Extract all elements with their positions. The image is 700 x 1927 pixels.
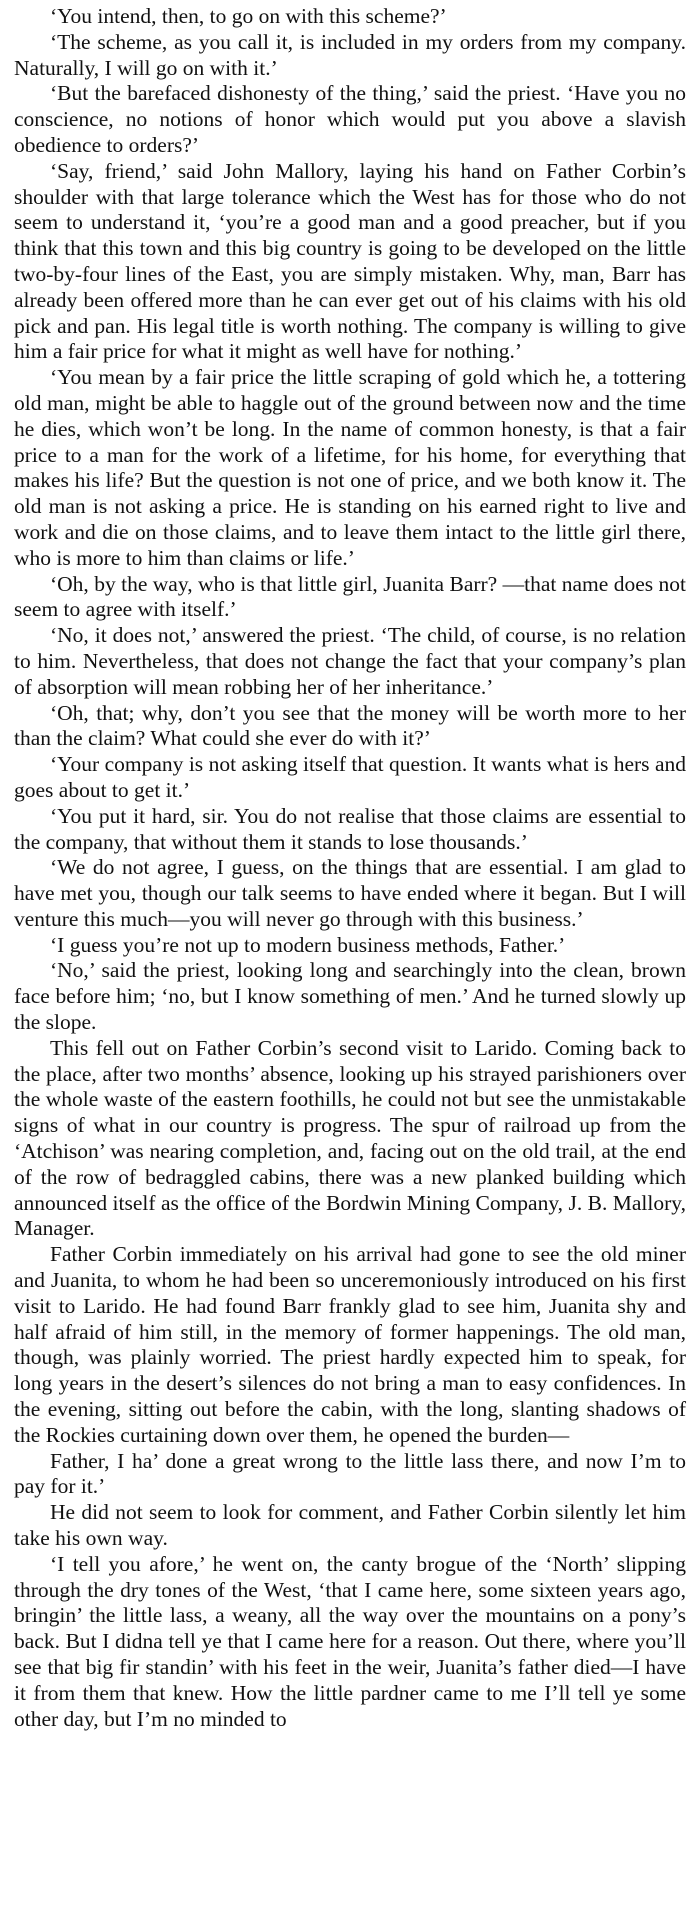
paragraph-13: ‘No,’ said the priest, looking long and searchingly into the clean, brown face before him; ‘no, but I know something of men.’ And he turned slowly up the slope.	[14, 958, 686, 1035]
paragraph-1: ‘You intend, then, to go on with this scheme?’	[50, 4, 447, 28]
paragraph-17: He did not seem to look for comment, and Father Corbin silently let him take his own way.	[14, 1500, 686, 1551]
paragraph-6: ‘Oh, by the way, who is that little girl, Juanita Barr? —that name does not seem to agree with itself.’	[14, 571, 686, 622]
paragraph-12: ‘I guess you’re not up to modern business methods, Father.’	[50, 932, 566, 957]
paragraph-18: ‘I tell you afore,’ he went on, the canty brogue of the ‘North’ slipping through the dry tones of the West, ‘that I came here, some sixteen years ago, bringin’ the little lass, a weany, all the way over the mountains on a pony’s back. But I didna tell ye that I came here for a reason. Out there, where you’ll see that big fir standin’ with his feet in the weir, Juanita’s father died—I have it from them that knew. How the little pardner came to me I’ll tell ye some other day, but I’m no minded to	[14, 1551, 686, 1731]
paragraph-4: ‘Say, friend,’ said John Mallory, laying his hand on Father Corbin’s shoulder with that large tolerance which the West has for those who do not seem to understand it, ‘you’re a good man and a good preacher, but if you think that this town and this big country is going to be developed on the little two-by-four lines of the East, you are simply mistaken. Why, man, Barr has already been offered more than he can ever get out of his claims with his old pick and pan. His legal title is worth nothing. The company is willing to give him a fair price for what it might as well have for nothing.’	[14, 158, 686, 364]
paragraph-2: ‘The scheme, as you call it, is included in my orders from my company. Naturally, I will go on with it.’	[14, 29, 686, 80]
paragraph-16: Father, I ha’ done a great wrong to the little lass there, and now I’m to pay for it.’	[14, 1448, 686, 1499]
paragraph-7: ‘No, it does not,’ answered the priest. ‘The child, of course, is no relation to him. Nevertheless, that does not change the fact that your company’s plan of absorption will mean robbing her of her inheritance.’	[14, 623, 686, 699]
paragraph-8: ‘Oh, that; why, don’t you see that the money will be worth more to her than the claim? What could she ever do with it?’	[14, 700, 686, 751]
paragraph-14: This fell out on Father Corbin’s second visit to Larido. Coming back to the place, after two months’ absence, looking up his strayed parishioners over the whole waste of the eastern foothills, he could not but see the unmistakable signs of what in our country is progress. The spur of railroad up from the ‘Atchison’ was nearing completion, and, facing out on the old trail, at the end of the row of bedraggled cabins, there was a new planked building which announced itself as the office of the Bordwin Mining Company, J. B. Mallory, Manager.	[14, 1035, 686, 1241]
paragraph-5: ‘You mean by a fair price the little scraping of gold which he, a tottering old man, might be able to haggle out of the ground between now and the time he dies, which won’t be long. In the name of common honesty, is that a fair price to a man for the work of a lifetime, for his home, for everything that makes his life? But the question is not one of price, and we both know it. The old man is not asking a price. He is standing on his earned right to live and work and die on those claims, and to leave them intact to the little girl there, who is more to him than claims or life.’	[14, 365, 686, 570]
paragraph-3: ‘But the barefaced dishonesty of the thing,’ said the priest. ‘Have you no conscience, no notions of honor which would put you above a slavish obedience to orders?’	[14, 81, 686, 157]
paragraph-10: ‘You put it hard, sir. You do not realise that those claims are essential to the company, that without them it stands to lose thousands.’	[14, 803, 686, 854]
paragraph-11: ‘We do not agree, I guess, on the things that are essential. I am glad to have met you, though our talk seems to have ended where it began. But I will venture this much—you will never go through with this business.’	[14, 855, 686, 931]
paragraph-9: ‘Your company is not asking itself that question. It wants what is hers and goes about to get it.’	[14, 752, 686, 802]
paragraph-15: Father Corbin immediately on his arrival had gone to see the old miner and Juanita, to whom he had been so unceremoniously introduced on his first visit to Larido. He had found Barr frankly glad to see him, Juanita shy and half afraid of him still, in the memory of former happenings. The old man, though, was plainly worried. The priest hardly expected him to speak, for long years in the desert’s silences do not bring a man to easy confidences. In the evening, sitting out before the cabin, with the long, slanting shadows of the Rockies curtaining down over them, he opened the burden—	[14, 1242, 686, 1447]
